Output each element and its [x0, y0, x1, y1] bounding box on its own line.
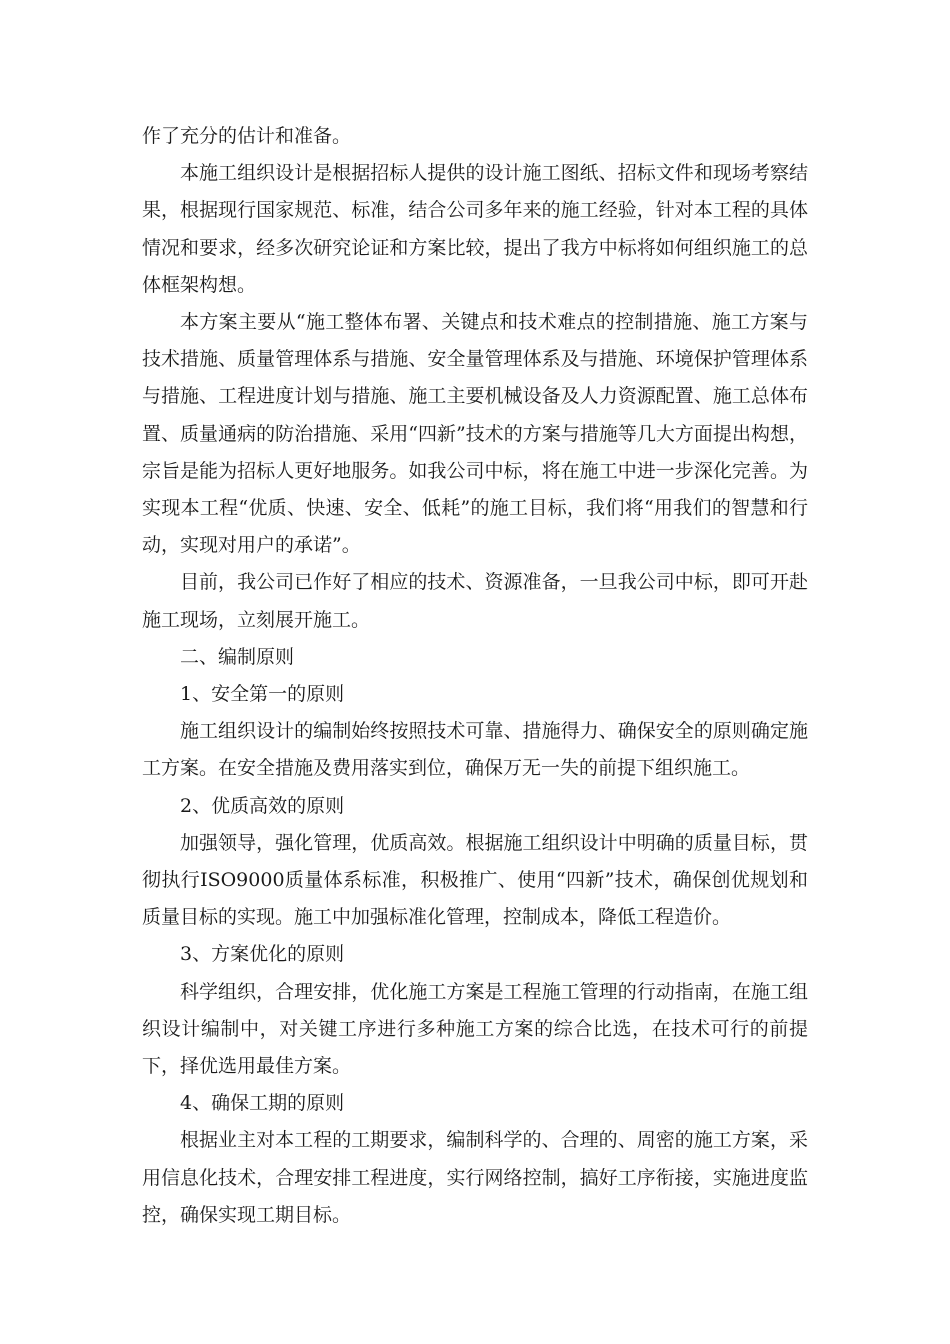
subheading-schedule: 4、确保工期的原则 [180, 1092, 345, 1115]
paragraph-quality: 加强领导，强化管理，优质高效。根据施工组织设计中明确的质量目标，贯彻执行ISO9000质量体系标准，积极推广、使用“四新”技术，确保创优规划和质量目标的实现。施工中加强标准化管理，控制成本，降低工程造价。 [142, 831, 808, 929]
subheading-safety-first: 1、安全第一的原则 [180, 683, 345, 706]
subheading-quality-efficiency: 2、优质高效的原则 [180, 794, 345, 817]
paragraph-optimization: 科学组织，合理安排，优化施工方案是工程施工管理的行动指南，在施工组织设计编制中，对关键工序进行多种施工方案的综合比选，在技术可行的前提下，择优选用最佳方案。 [142, 980, 808, 1078]
subheading-plan-optimization: 3、方案优化的原则 [180, 943, 345, 966]
paragraph-safety: 施工组织设计的编制始终按照技术可靠、措施得力、确保安全的原则确定施工方案。在安全措施及费用落实到位，确保万无一失的前提下组织施工。 [142, 720, 808, 780]
document-body [142, 118, 808, 1234]
section-heading-principles: 二、编制原则 [180, 645, 295, 668]
paragraph-plan-scope: 本方案主要从“施工整体布署、关键点和技术难点的控制措施、施工方案与技术措施、质量管理体系与措施、安全量管理体系及与措施、环境保护管理体系与措施、工程进度计划与措施、施工主要机械设备及人力资源配置、施工总体布置、质量通病的防治措施、采用“四新”技术的方案与措施等几大方面提出构想，宗旨是能为招标人更好地服务。如我公司中标，将在施工中进一步深化完善。为实现本工程“优质、快速、安全、低耗”的施工目标，我们将“用我们的智慧和行动，实现对用户的承诺”。 [142, 311, 808, 557]
paragraph-schedule: 根据业主对本工程的工期要求，编制科学的、合理的、周密的施工方案，采用信息化技术，合理安排工程进度，实行网络控制，搞好工序衔接，实施进度监控，确保实现工期目标。 [142, 1129, 808, 1226]
paragraph-continuation: 作了充分的估计和准备。 [142, 125, 352, 147]
paragraph-readiness: 目前，我公司已作好了相应的技术、资源准备，一旦我公司中标，即可开赴施工现场，立刻展开施工。 [142, 571, 808, 631]
paragraph-design-basis: 本施工组织设计是根据招标人提供的设计施工图纸、招标文件和现场考察结果，根据现行国家规范、标准，结合公司多年来的施工经验，针对本工程的具体情况和要求，经多次研究论证和方案比较，提出了我方中标将如何组织施工的总体框架构想。 [142, 162, 808, 296]
